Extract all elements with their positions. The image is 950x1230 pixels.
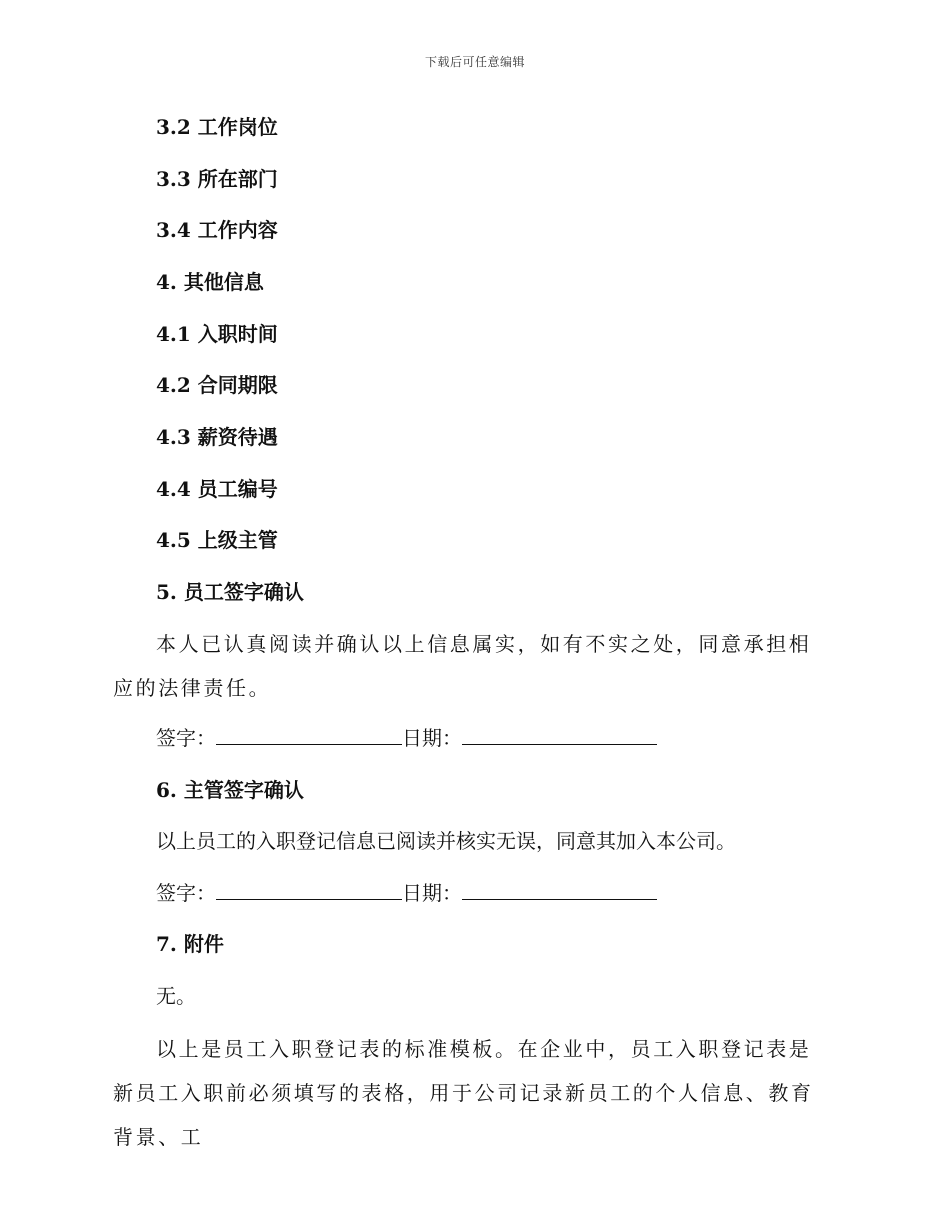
heading-3-3: 3.3 所在部门 [156,167,278,191]
heading-3-4: 3.4 工作内容 [156,218,278,242]
heading-4-3: 4.3 薪资待遇 [156,425,278,449]
supervisor-confirm-text: 以上员工的入职登记信息已阅读并核实无误，同意其加入本公司。 [156,829,736,853]
heading-5: 5. 员工签字确认 [156,580,304,604]
employee-sign-label: 签字： [156,726,216,750]
employee-date-blank[interactable] [462,726,657,745]
attachment-text: 无。 [156,984,196,1008]
employee-signature-blank[interactable] [216,726,402,745]
employee-signature-row [156,724,657,752]
heading-4-5: 4.5 上级主管 [156,528,278,552]
heading-4-4: 4.4 员工编号 [156,477,278,501]
heading-7: 7. 附件 [156,932,224,956]
heading-3-2: 3.2 工作岗位 [156,115,278,139]
heading-4-2: 4.2 合同期限 [156,373,278,397]
supervisor-signature-row [156,879,657,907]
heading-4: 4. 其他信息 [156,270,264,294]
supervisor-signature-blank[interactable] [216,881,402,900]
supervisor-date-blank[interactable] [462,881,657,900]
page-header: 下载后可任意编辑 [424,55,525,69]
employee-confirm-text: 本人已认真阅读并确认以上信息属实，如有不实之处，同意承担相应的法律责任。 [113,632,812,700]
conclusion-text: 以上是员工入职登记表的标准模板。在企业中，员工入职登记表是新员工入职前必须填写的表格，用于公司记录新员工的个人信息、教育背景、工 [113,1037,814,1149]
employee-date-label: 日期： [402,726,462,750]
supervisor-sign-label: 签字： [156,881,216,905]
supervisor-date-label: 日期： [402,881,462,905]
heading-4-1: 4.1 入职时间 [156,322,278,346]
heading-6: 6. 主管签字确认 [156,778,304,802]
